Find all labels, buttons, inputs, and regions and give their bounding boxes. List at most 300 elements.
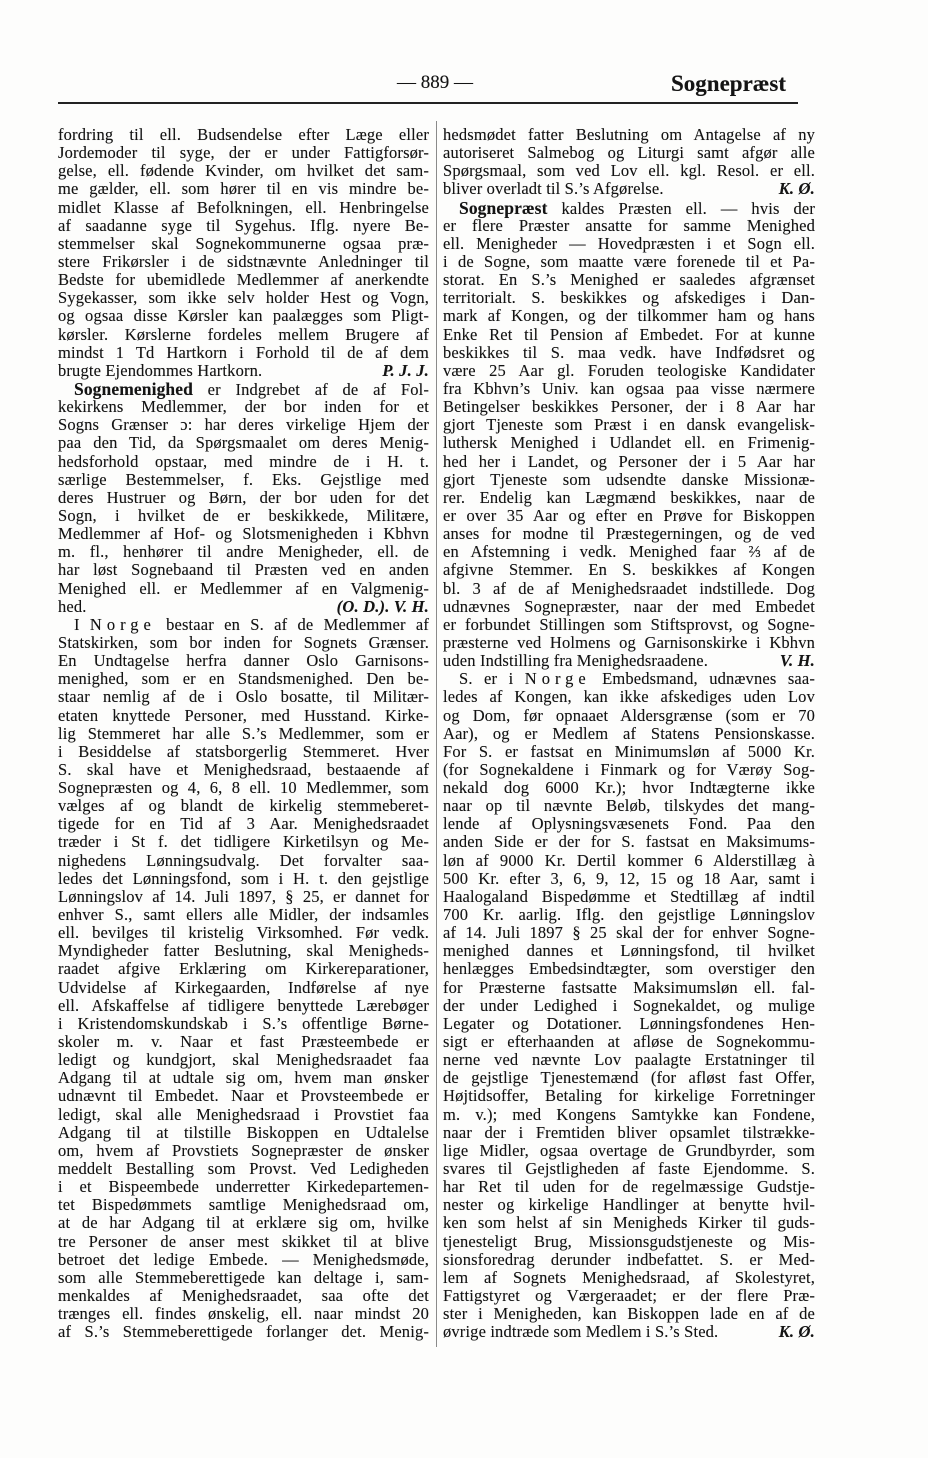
text-line: [443, 180, 815, 198]
text-line: [58, 598, 429, 616]
line-text: [443, 942, 815, 960]
line-text: [443, 307, 815, 325]
line-text: [58, 1106, 429, 1124]
left-column: [58, 126, 429, 1341]
text-line: [443, 217, 815, 235]
line-text: [443, 1287, 815, 1305]
line-text: [58, 707, 429, 725]
line-text: [443, 906, 815, 924]
text-segment: Legater og Dotationer. Lønningsfondenes Hen-: [443, 1013, 815, 1033]
text-segment: en Afstemning i vedk. Menighed faar ⅔ af de: [443, 542, 815, 562]
text-line: [443, 761, 815, 779]
text-line: [443, 1033, 815, 1051]
line-text: [58, 1142, 429, 1160]
text-line: [58, 434, 429, 452]
text-line: [443, 779, 815, 797]
text-line: [443, 326, 815, 344]
text-segment: naar op til nævnte Beløb, tilskydes det mang-: [443, 796, 815, 816]
text-segment: Jordemoder til syge, der er under Fattigforsør-: [58, 143, 429, 163]
text-segment: anden Side er der for S. fastsat en Maksimums-: [443, 832, 815, 852]
text-line: [443, 598, 815, 616]
text-segment: tjenesteligt Brug, Missionsgudstjeneste og Mis-: [443, 1231, 815, 1251]
text-segment: løn af 9000 Kr. Dertil kommer 6 Alderstillæg à: [443, 850, 815, 870]
text-segment: paa den Tid, da Spørgsmaalet om deres Menig-: [58, 433, 429, 453]
text-segment: menighed, som er en Standsmenighed. Den be-: [58, 669, 429, 689]
line-text: [443, 616, 815, 634]
line-text: [443, 1196, 815, 1214]
author-signature: K. Ø.: [778, 179, 815, 199]
text-segment: i de Sogne, som maatte være forenede til et Pa-: [443, 251, 815, 271]
paragraph: [58, 616, 429, 1342]
line-text: [58, 1033, 429, 1051]
text-line: [58, 1069, 429, 1087]
line-text: [58, 162, 429, 180]
text-line: [443, 489, 815, 507]
line-text: [443, 362, 815, 380]
text-segment: har Ret til uden for de regelmæssige Gudstje-: [443, 1177, 815, 1197]
paragraph: [443, 670, 815, 1341]
text-segment: hedsmødet fatter Beslutning om Antagelse af ny: [443, 125, 815, 144]
text-line: [443, 271, 815, 289]
line-text: [443, 1233, 815, 1251]
text-segment: Udvidelse af Kirkegaarden, Indførelse af nye: [58, 977, 429, 997]
text-segment: de gejstlige Tjenestemænd (for afløst fast Offer,: [443, 1068, 815, 1088]
text-segment: ster i Menigheden, kan Biskoppen lade en af de: [443, 1304, 815, 1324]
text-line: [58, 307, 429, 325]
text-line: [58, 906, 429, 924]
text-line: [443, 398, 815, 416]
line-text: [443, 979, 815, 997]
text-segment: om, hvem af Provstiets Sognepræster de ønsker: [58, 1140, 429, 1160]
line-text: [443, 434, 815, 452]
text-segment: er Indgrebet af de af Fol-: [207, 379, 429, 399]
line-text: [443, 761, 815, 779]
text-segment: Adgang til at tilstille Biskoppen en Udtalelse: [58, 1122, 429, 1142]
text-segment: me gælder, ell. som hører til en vis mindre be-: [58, 179, 429, 199]
line-text: [443, 652, 708, 670]
spaced-emphasis: Norge: [89, 614, 156, 634]
line-text: [58, 307, 429, 325]
text-line: [443, 1069, 815, 1087]
line-text: [58, 1196, 429, 1214]
text-segment: lem af Sognets Menighedsraad, af Skolestyret,: [443, 1267, 815, 1287]
line-text: [443, 725, 815, 743]
text-line: [58, 1323, 429, 1341]
text-line: [58, 1033, 429, 1051]
text-segment: af saadanne syge til Sygehus. Iflg. nyere Be-: [58, 215, 429, 235]
text-segment: Sogn, i hvilket de er beskikkede, Militære,: [58, 505, 429, 525]
line-text: [58, 543, 429, 561]
line-text: [443, 924, 815, 942]
line-text: [58, 271, 429, 289]
line-text: [58, 1051, 429, 1069]
text-line: [443, 1305, 815, 1323]
text-segment: nerne ved nævnte Lov paalagte Erstatninger til: [443, 1050, 815, 1070]
line-text: [443, 888, 815, 906]
line-text: [58, 942, 429, 960]
text-segment: hed her i Landet, og Personer der i 5 Aar har: [443, 451, 815, 471]
text-line: [58, 924, 429, 942]
text-line: [58, 979, 429, 997]
text-line: [58, 199, 429, 217]
text-line: [443, 434, 815, 452]
text-segment: tet Bispedømmets samtlige Menighedsraad om,: [58, 1195, 429, 1215]
text-segment: stere Frikørsler i de sidstnævnte Anledninger til: [58, 251, 429, 271]
text-segment: mindst 1 Td Hartkorn i Forhold til de af dem: [58, 342, 429, 362]
line-text: [443, 634, 815, 652]
text-segment: kaldes Præsten ell. — hvis der: [561, 198, 815, 218]
line-text: [443, 471, 815, 489]
text-line: [443, 725, 815, 743]
text-line: [58, 1214, 429, 1232]
text-segment: midlet Klasse af Befolkningen, ell. Henbringelse: [58, 197, 429, 217]
text-line: [443, 1269, 815, 1287]
line-text: [443, 779, 815, 797]
text-segment: ell. Menigheder — Hovedpræsten i et Sogn ell.: [443, 233, 815, 253]
text-segment: Statskirken, som bor inden for Sognets Grænser.: [58, 632, 429, 652]
text-segment: fra Kbhvn’s Univ. kan ogsaa paa visse nærmere: [443, 378, 815, 398]
line-text: [58, 1178, 429, 1196]
line-text: [58, 670, 429, 688]
text-line: [58, 743, 429, 761]
text-segment: i et Bispeembede underretter Kirkedepartemen-: [58, 1177, 429, 1197]
text-line: [58, 725, 429, 743]
line-text: [443, 1087, 815, 1105]
paragraph: [443, 199, 815, 671]
line-text: [443, 1323, 718, 1341]
text-line: [443, 1124, 815, 1142]
text-segment: for Præsterne fastsatte Maksimumsløn ell. fal-: [443, 977, 815, 997]
line-text: [58, 416, 429, 434]
text-segment: være 25 Aar gl. Foruden teologiske Kandidater: [443, 360, 815, 380]
text-line: [58, 1124, 429, 1142]
header-rule: [58, 102, 798, 104]
line-text: [443, 833, 815, 851]
text-line: [58, 1178, 429, 1196]
text-segment: raadet afgive Erklæring om Kirkereparationer,: [58, 959, 429, 979]
text-line: [443, 580, 815, 598]
text-line: [58, 815, 429, 833]
text-segment: beskikkes til S. maa vedk. have Indfødsret og: [443, 342, 815, 362]
text-segment: Sygekasser, som ikke selv holder Hest og Vogn,: [58, 288, 429, 308]
line-text: [58, 471, 429, 489]
text-line: [58, 543, 429, 561]
line-text: [58, 979, 429, 997]
line-text: [58, 743, 429, 761]
text-line: [443, 979, 815, 997]
text-segment: i Kristendomskundskab i S.’s offentlige Børne-: [58, 1013, 429, 1033]
text-line: [443, 688, 815, 706]
text-segment: ledigt, skal alle Menighedsraad i Provstiet faa: [58, 1104, 429, 1124]
text-segment: anses for modne til Præstegerningen, og de ved: [443, 524, 815, 544]
text-line: [443, 1323, 815, 1341]
text-segment: har løst Sognebaand til Præsten ved en anden: [58, 560, 429, 580]
line-text: [443, 1015, 815, 1033]
text-segment: deres Hustruer og Børn, der bor uden for det: [58, 487, 429, 507]
line-text: [58, 725, 429, 743]
text-segment: af S.’s Stemmeberettigede forlanger det. Menig-: [58, 1322, 429, 1342]
line-text: [443, 126, 815, 144]
line-text: [443, 180, 664, 198]
text-line: [58, 616, 429, 634]
text-line: [443, 1051, 815, 1069]
line-text: [443, 144, 815, 162]
text-segment: lige Midler, ogsaa overtage de Grundbyrder, som: [443, 1140, 815, 1160]
text-line: [58, 1142, 429, 1160]
text-segment: tre Personer de anser mest skikket til at blive: [58, 1231, 429, 1251]
text-segment: og Dom, før opnaaet Aldersgrænse (som er 70: [443, 705, 815, 725]
text-line: [58, 960, 429, 978]
line-text: [443, 580, 815, 598]
right-column: [443, 126, 815, 1341]
text-line: [443, 1106, 815, 1124]
line-text: [443, 707, 815, 725]
text-segment: Embedsmand, udnævnes saa-: [590, 669, 815, 689]
text-segment: bestaar en S. af de Medlemmer af: [155, 614, 429, 634]
text-line: [443, 416, 815, 434]
text-segment: bl. 3 af de af Menighedsraadet indstillede. Dog: [443, 578, 815, 598]
text-line: [58, 561, 429, 579]
line-text: [443, 326, 815, 344]
line-text: [443, 561, 815, 579]
text-line: [58, 525, 429, 543]
text-line: [443, 543, 815, 561]
text-line: [443, 870, 815, 888]
text-line: [58, 471, 429, 489]
text-segment: i Besiddelse af statsborgerlig Stemmeret. Hver: [58, 741, 429, 761]
line-text: [58, 1251, 429, 1269]
text-segment: afgivne Stemmer. En S. beskikkes af Kongen: [443, 560, 815, 580]
author-signature: K. Ø.: [778, 1322, 815, 1342]
text-segment: Medlemmer af Hof- og Slotsmenigheden i Kbhvn: [58, 524, 429, 544]
text-segment: territorialt. S. beskikkes og afskediges i Dan-: [443, 288, 815, 308]
text-segment: udnævnt til Embedet. Naar et Provsteembede er: [58, 1086, 429, 1106]
text-line: [443, 960, 815, 978]
text-segment: Lønningslov af 14. Juli 1897, § 25, er dannet for: [58, 886, 429, 906]
text-line: [443, 1178, 815, 1196]
line-text: [443, 1051, 815, 1069]
text-segment: træder i St f. det tidligere Kirketilsyn og Me-: [58, 832, 429, 852]
text-segment: kørsler. Kørslerne fordeles mellem Brugere af: [58, 324, 429, 344]
text-line: [58, 634, 429, 652]
line-text: [58, 598, 87, 616]
text-segment: er forbundet Stillingen som Stiftsprovst, og Sogne-: [443, 614, 815, 634]
text-line: [58, 942, 429, 960]
text-line: [443, 670, 815, 688]
text-line: [58, 1051, 429, 1069]
line-text: [58, 289, 429, 307]
text-line: [58, 326, 429, 344]
line-text: [443, 253, 815, 271]
entry-headword: Sognepræst: [459, 197, 548, 218]
line-text: [443, 453, 815, 471]
line-text: [58, 779, 429, 797]
text-line: [58, 1251, 429, 1269]
line-text: [58, 960, 429, 978]
line-text: [58, 761, 429, 779]
text-segment: henlægges Embedsindtægter, som overstiger den: [443, 959, 815, 979]
text-line: [58, 779, 429, 797]
text-segment: Spørgsmaal, som ved Lov ell. kgl. Resol. er ell.: [443, 161, 815, 181]
text-line: [443, 453, 815, 471]
line-text: [443, 797, 815, 815]
line-text: [58, 253, 429, 271]
text-segment: meddelt Bestalling som Provst. Ved Ledigheden: [58, 1159, 429, 1179]
text-line: [58, 1287, 429, 1305]
text-segment: ledes det Lønningsfond, som i H. t. den gejstlige: [58, 868, 429, 888]
text-segment: Aar), og er Medlem af Statens Pensionskasse.: [443, 723, 815, 743]
paragraph: [58, 126, 429, 380]
text-line: [443, 997, 815, 1015]
page-number: — 889 —: [397, 72, 473, 93]
text-segment: lig Stemmeret har alle S.’s Medlemmer, som er: [58, 723, 429, 743]
line-text: [443, 489, 815, 507]
text-line: [58, 253, 429, 271]
text-segment: og ogsaa disse Kørsler kan paalægges som Pligt-: [58, 306, 429, 326]
text-line: [443, 1142, 815, 1160]
line-text: [443, 162, 815, 180]
text-segment: gelse, ell. fødende Kvinder, om hvilket det sam-: [58, 161, 429, 181]
line-text: [58, 1214, 429, 1232]
line-text: [58, 1160, 429, 1178]
text-line: [58, 507, 429, 525]
text-segment: udnævnes Sognepræster, naar der med Embedet: [443, 596, 815, 616]
text-line: [58, 380, 429, 398]
line-text: [443, 289, 815, 307]
text-line: [443, 797, 815, 815]
text-line: [443, 652, 815, 670]
text-segment: der under Ledighed i Sognekaldet, og mulige: [443, 995, 815, 1015]
text-segment: skoler m. v. Naar et fast Præsteembede er: [58, 1032, 429, 1052]
text-line: [443, 144, 815, 162]
text-line: [58, 162, 429, 180]
text-line: [443, 235, 815, 253]
text-line: [58, 1087, 429, 1105]
line-text: [58, 1015, 429, 1033]
text-line: [58, 1269, 429, 1287]
line-text: [58, 833, 429, 851]
line-text: [58, 1069, 429, 1087]
text-line: [443, 707, 815, 725]
text-segment: enhver S., samt ellers alle Midler, der indsamles: [58, 905, 429, 925]
paragraph: [443, 126, 815, 199]
text-segment: fordring til ell. Budsendelse efter Læge eller: [58, 125, 429, 144]
line-text: [58, 199, 429, 217]
text-segment: er flere Præster ansatte for samme Menighed: [443, 215, 815, 235]
text-line: [58, 870, 429, 888]
line-text: [74, 616, 429, 634]
text-line: [58, 997, 429, 1015]
text-line: [443, 199, 815, 217]
text-segment: naar der i Fremtiden bliver opsamlet tilstrække-: [443, 1122, 815, 1142]
line-text: [58, 453, 429, 471]
text-line: [443, 1214, 815, 1232]
text-line: [443, 380, 815, 398]
text-segment: staar nemlig af de i Oslo bosatte, til Militær-: [58, 687, 429, 707]
text-segment: (for Sognekaldene i Finmark og for Værøy Sog-: [443, 759, 815, 779]
text-line: [58, 126, 429, 144]
text-segment: som alle Stemmeberettigede kan deltage i, sam-: [58, 1267, 429, 1287]
text-segment: særlige Bestemmelser, f. Eks. Gejstlige med: [58, 469, 429, 489]
text-line: [443, 1287, 815, 1305]
text-line: [443, 1015, 815, 1033]
text-line: [58, 271, 429, 289]
text-line: [58, 235, 429, 253]
line-text: [58, 235, 429, 253]
text-segment: For S. er fastsat en Minimumsløn af 5000 Kr.: [443, 741, 815, 761]
text-segment: trænges ell. findes ønskelig, ell. naar mindst 20: [58, 1304, 429, 1324]
text-line: [443, 307, 815, 325]
text-line: [443, 942, 815, 960]
text-segment: hedsforhold opstaar, med mindre de i H. t.: [58, 451, 429, 471]
line-text: [58, 362, 262, 380]
line-text: [443, 1106, 815, 1124]
line-text: [58, 489, 429, 507]
text-line: [443, 634, 815, 652]
line-text: [58, 688, 429, 706]
text-segment: nighedens Lønningsudvalg. Det forvalter saa-: [58, 850, 429, 870]
text-line: [58, 289, 429, 307]
text-line: [443, 1160, 815, 1178]
line-text: [459, 670, 815, 688]
text-line: [58, 217, 429, 235]
text-segment: øvrige indtræde som Medlem i S.’s Sted.: [443, 1322, 719, 1342]
text-line: [58, 1233, 429, 1251]
text-segment: svares til Gejstligheden af faste Ejendomme. S.: [443, 1159, 815, 1179]
line-text: [58, 924, 429, 942]
line-text: [58, 852, 429, 870]
text-line: [443, 561, 815, 579]
text-line: [58, 344, 429, 362]
text-segment: ledes af Kongen, kan ikke afskediges uden Lov: [443, 687, 815, 707]
text-line: [443, 525, 815, 543]
text-segment: Bedste for ubemidlede Medlemmer af anerkendte: [58, 270, 429, 290]
text-segment: rer. Endelig kan Lægmænd beskikkes, naar de: [443, 487, 815, 507]
text-line: [58, 888, 429, 906]
line-text: [58, 1305, 429, 1323]
line-text: [443, 507, 815, 525]
line-text: [58, 434, 429, 452]
text-line: [58, 580, 429, 598]
text-segment: menighed dannes et Lønningsfond, til hvilket: [443, 941, 815, 961]
text-line: [443, 815, 815, 833]
text-segment: hed.: [58, 596, 87, 616]
line-text: [58, 1287, 429, 1305]
text-segment: I: [74, 614, 90, 634]
text-segment: autoriseret Salmebog og Liturgi samt afgør alle: [443, 143, 815, 163]
author-signature: V. H.: [779, 651, 815, 671]
text-segment: Sognepræsten og 4, 6, 8 ell. 10 Medlemmer, som: [58, 778, 429, 798]
text-segment: ledigt og kundgjort, skal Menighedsraadet faa: [58, 1050, 429, 1070]
line-text: [58, 144, 429, 162]
column-divider: [436, 121, 437, 1347]
line-text: [58, 1323, 429, 1341]
text-segment: at de har Adgang til at erklære sig om, hvilke: [58, 1213, 429, 1233]
line-text: [58, 398, 429, 416]
entry-headword: Sognemenighed: [74, 378, 193, 399]
line-text: [443, 1124, 815, 1142]
author-signature: P. J. J.: [382, 360, 429, 380]
line-text: [443, 235, 815, 253]
text-segment: m. fl., henhører til andre Menigheder, ell. de: [58, 542, 429, 562]
line-text: [443, 271, 815, 289]
text-segment: Haalogaland Bispedømme et Stedtillæg af indtil: [443, 886, 815, 906]
line-text: [58, 580, 429, 598]
line-text: [58, 525, 429, 543]
text-line: [58, 144, 429, 162]
line-text: [58, 888, 429, 906]
line-text: [58, 797, 429, 815]
